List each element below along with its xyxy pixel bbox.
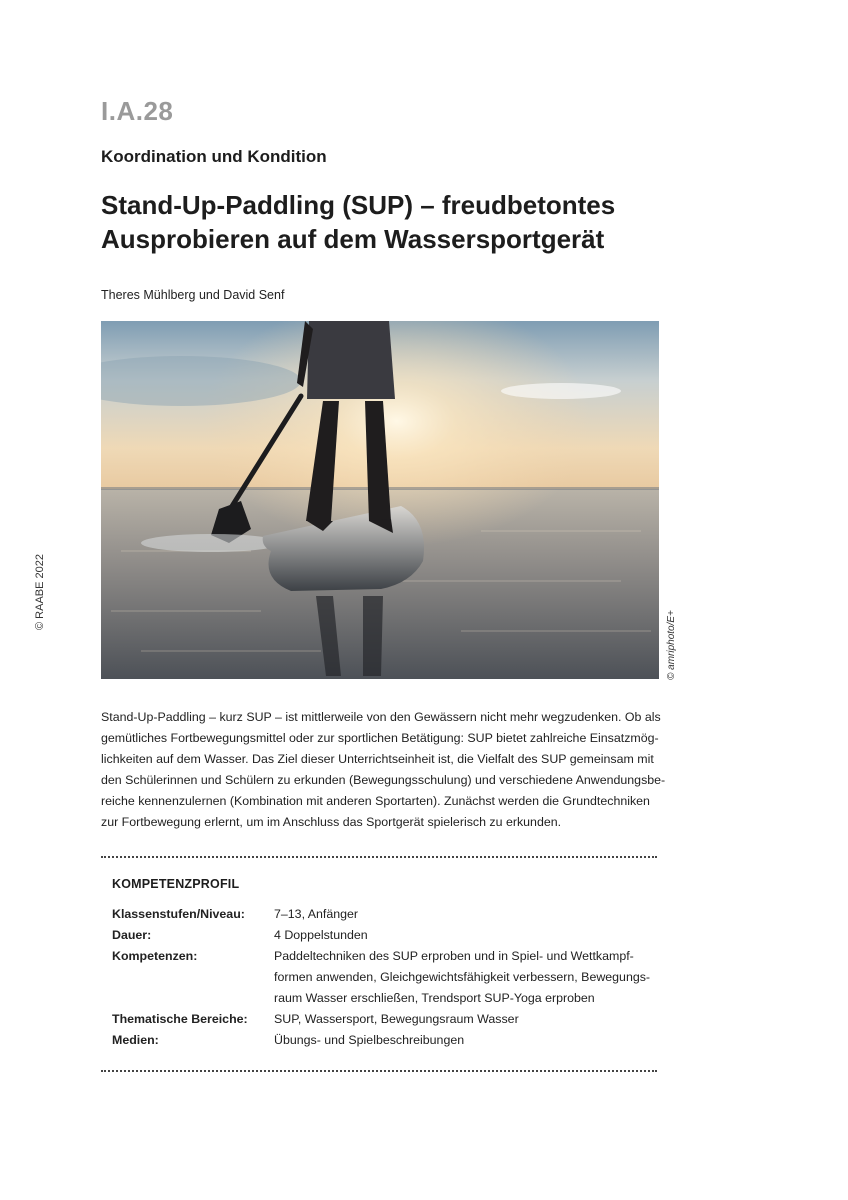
side-copyright: © RAABE 2022 <box>34 554 46 630</box>
profile-value <box>274 946 652 1009</box>
profile-label: Thematische Bereiche: <box>112 1012 248 1026</box>
intro-line: zur Fortbewegung erlernt, um im Anschluss das Sportgerät spielerisch zu erkunden. <box>101 815 562 829</box>
intro-line: reiche kennenzulernen (Kombination mit anderen Sportarten). Zunächst werden die Grundtechniken <box>101 794 650 808</box>
profile-label: Medien: <box>112 1033 159 1047</box>
profile-value-line: SUP, Wassersport, Bewegungsraum Wasser <box>274 1012 519 1026</box>
competence-profile <box>112 904 652 1051</box>
profile-row <box>112 904 652 925</box>
title-line: Ausprobieren auf dem Wassersportgerät <box>101 224 605 254</box>
photo-credit: © amriphoto/E+ <box>666 610 677 680</box>
title-line: Stand-Up-Paddling (SUP) – freudbetontes <box>101 190 616 220</box>
profile-heading: KOMPETENZPROFIL <box>112 877 240 891</box>
sup-photo <box>101 321 659 679</box>
intro-paragraph <box>101 707 666 833</box>
profile-value-line: raum Wasser erschließen, Trendsport SUP-Yoga erproben <box>274 991 595 1005</box>
profile-value-line: 4 Doppelstunden <box>274 928 368 942</box>
profile-value <box>274 904 652 925</box>
dotted-divider <box>101 856 657 858</box>
intro-line: den Schülerinnen und Schülern zu erkunden (Bewegungsschulung) und verschiedene Anwendungsbe- <box>101 773 666 787</box>
intro-line: Stand-Up-Paddling – kurz SUP – ist mittlerweile von den Gewässern nicht mehr wegzudenken. Ob als <box>101 710 661 724</box>
section-subtitle: Koordination und Kondition <box>101 147 327 166</box>
profile-value-line: Übungs- und Spielbeschreibungen <box>274 1033 465 1047</box>
profile-value-line: 7–13, Anfänger <box>274 907 359 921</box>
profile-value <box>274 1030 652 1051</box>
profile-row <box>112 1030 652 1051</box>
profile-row <box>112 1009 652 1030</box>
page-title <box>101 188 701 256</box>
profile-label: Klassenstufen/Niveau: <box>112 907 245 921</box>
unit-code: I.A.28 <box>101 96 174 126</box>
profile-value-line: formen anwenden, Gleichgewichtsfähigkeit verbessern, Bewegungs- <box>274 970 651 984</box>
intro-line: gemütliches Fortbewegungsmittel oder zur sportlichen Betätigung: SUP bietet zahlreiche Einsatzmög- <box>101 731 659 745</box>
profile-value <box>274 1009 652 1030</box>
intro-line: lichkeiten auf dem Wasser. Das Ziel dieser Unterrichtseinheit ist, die Vielfalt des SUP gemeinsam mit <box>101 752 654 766</box>
profile-label: Dauer: <box>112 928 152 942</box>
profile-row <box>112 946 652 1009</box>
dotted-divider <box>101 1070 657 1072</box>
profile-value-line: Paddeltechniken des SUP erproben und in Spiel- und Wettkampf- <box>274 949 634 963</box>
profile-value <box>274 925 652 946</box>
profile-row <box>112 925 652 946</box>
profile-label: Kompetenzen: <box>112 949 198 963</box>
authors: Theres Mühlberg und David Senf <box>101 288 285 302</box>
